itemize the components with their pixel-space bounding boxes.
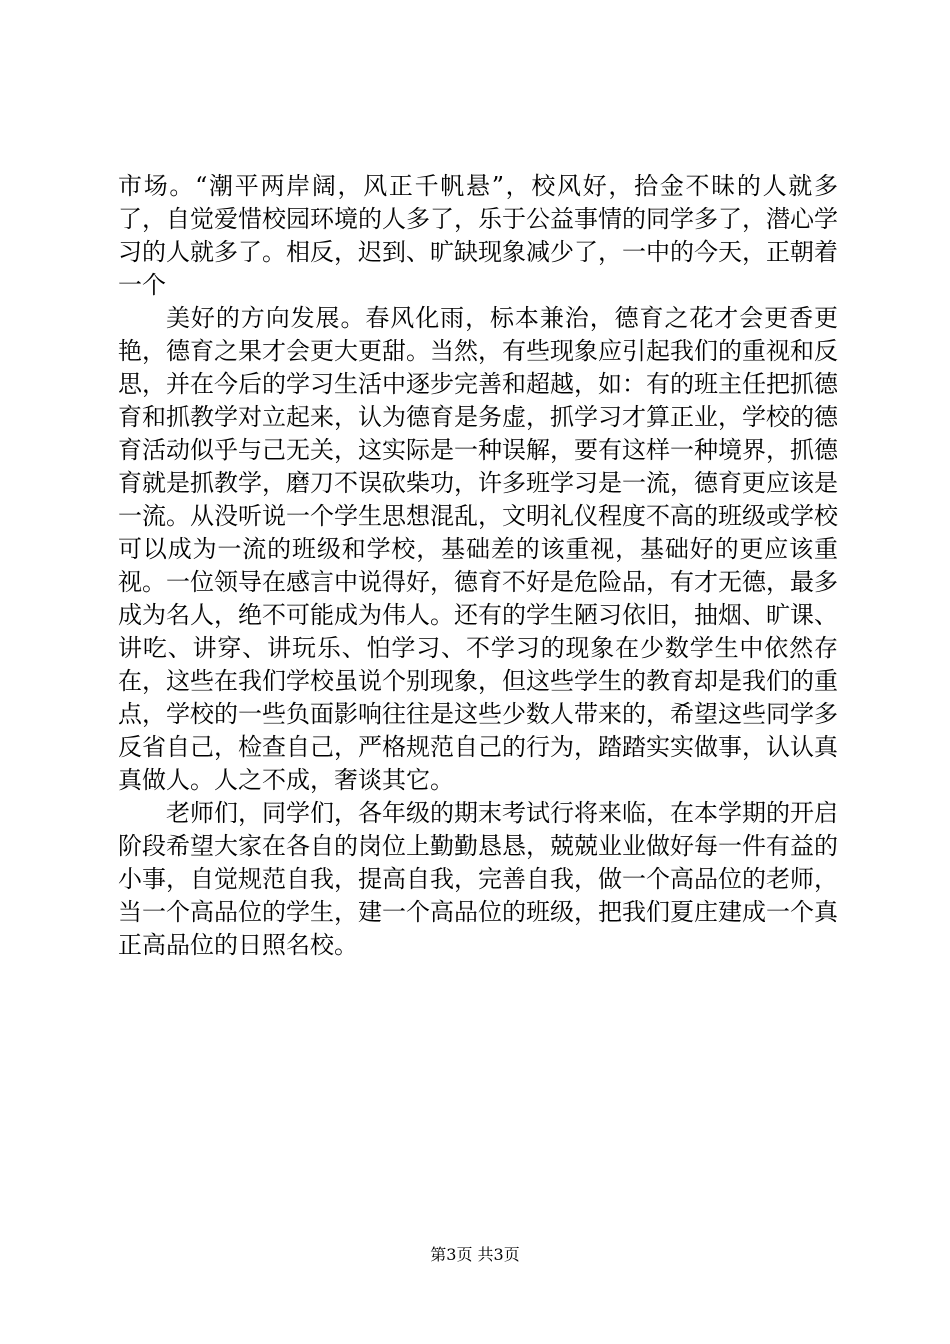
paragraph-1: 市场。“潮平两岸阔，风正千帆悬”，校风好，拾金不昧的人就多了，自觉爱惜校园环境的人多了，乐于公益事情的同学多了，潜心学习的人就多了。相反，迟到、旷缺现象减少了，一中的今天，正朝着一个 — [118, 172, 838, 299]
paragraph-3: 老师们，同学们，各年级的期末考试行将来临，在本学期的开启阶段希望大家在各自的岗位上勤勤恳恳，兢兢业业做好每一件有益的小事，自觉规范自我，提高自我，完善自我，做一个高品位的老师，当一个高品位的学生，建一个高品位的班级，把我们夏庄建成一个真正高品位的日照名校。 — [118, 799, 838, 959]
page-footer: 第3页 共3页 — [430, 1245, 520, 1264]
paragraph-2: 美好的方向发展。春风化雨，标本兼治，德育之花才会更香更艳，德育之果才会更大更甜。当然，有些现象应引起我们的重视和反思，并在今后的学习生活中逐步完善和超越，如：有的班主任把抓德育和抓教学对立起来，认为德育是务虚，抓学习才算正业，学校的德育活动似乎与己无关，这实际是一种误解，要有这样一种境界，抓德育就是抓教学，磨刀不误砍柴功，许多班学习是一流，德育更应该是一流。从没听说一个学生思想混乱，文明礼仪程度不高的班级或学校可以成为一流的班级和学校，基础差的该重视，基础好的更应该重视。一位领导在感言中说得好，德育不好是危险品，有才无德，最多成为名人，绝不可能成为伟人。还有的学生陋习依旧，抽烟、旷课、讲吃、讲穿、讲玩乐、怕学习、不学习的现象在少数学生中依然存在，这些在我们学校虽说个别现象，但这些学生的教育却是我们的重点，学校的一些负面影响往往是这些少数人带来的，希望这些同学多反省自己，检查自己，严格规范自己的行为，踏踏实实做事，认认真真做人。人之不成，奢谈其它。 — [118, 304, 838, 794]
document-body — [118, 170, 838, 962]
